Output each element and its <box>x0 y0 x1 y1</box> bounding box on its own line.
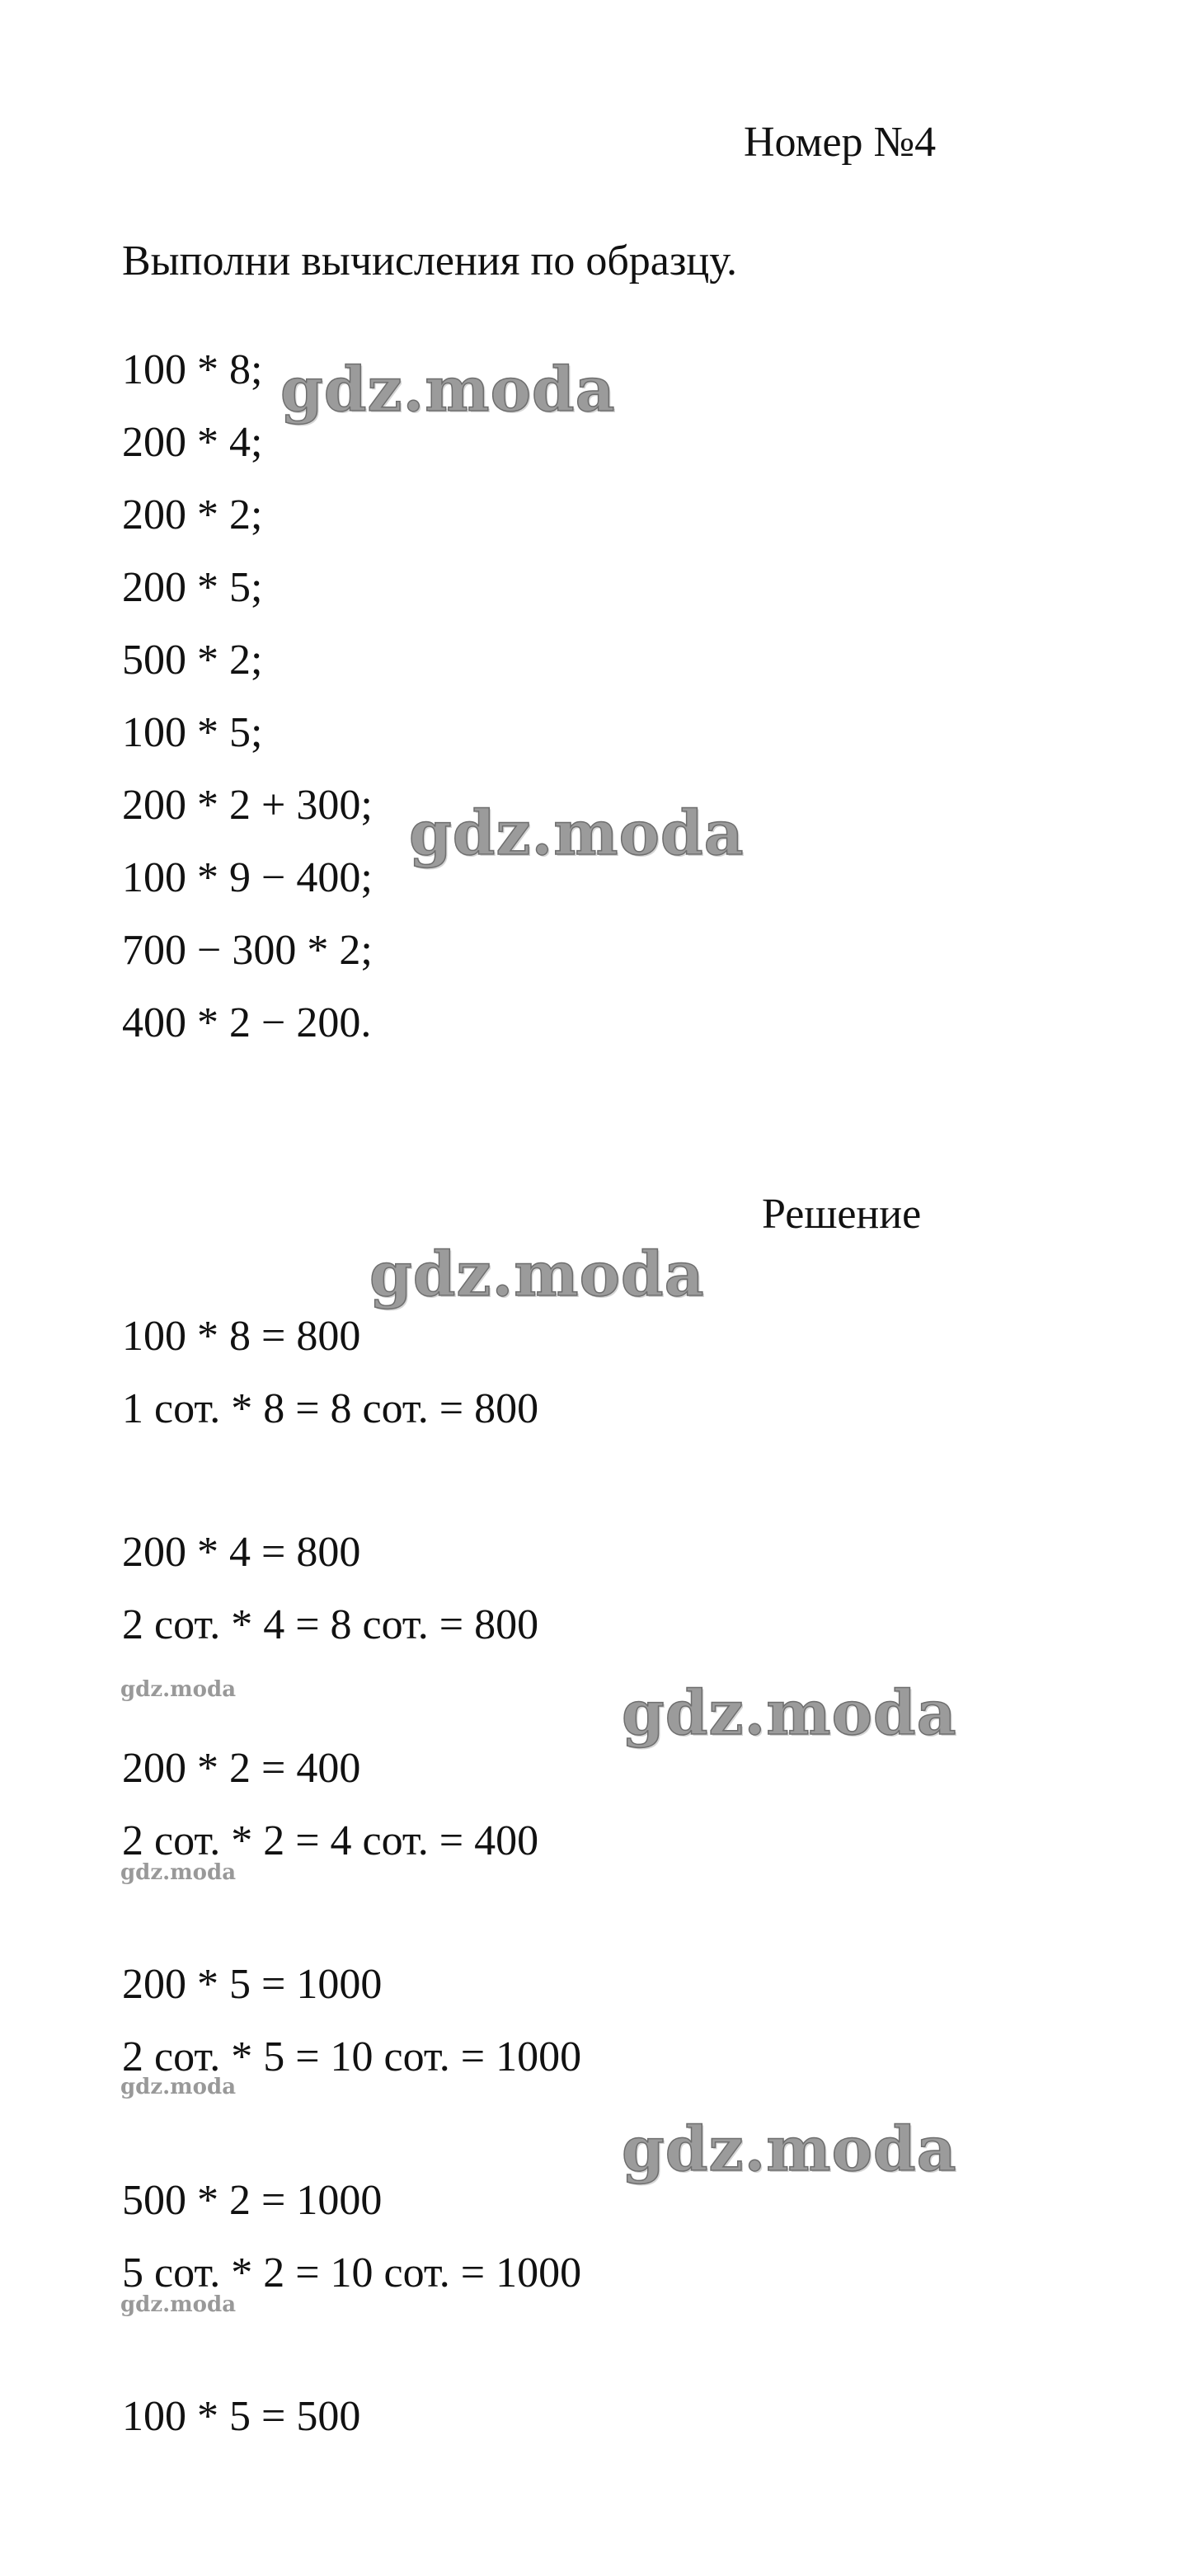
exercise-item: 200 * 5; <box>122 564 263 611</box>
solution-line: 500 * 2 = 1000 <box>122 2177 383 2224</box>
exercise-item: 200 * 4; <box>122 419 263 466</box>
watermark-small: gdz.moda <box>120 1860 237 1885</box>
solution-line: 5 сот. * 2 = 10 сот. = 1000 <box>122 2249 582 2296</box>
exercise-item: 500 * 2; <box>122 637 263 684</box>
solution-line: 100 * 5 = 500 <box>122 2393 361 2440</box>
solution-line: 1 сот. * 8 = 8 сот. = 800 <box>122 1385 539 1432</box>
solution-line: 200 * 5 = 1000 <box>122 1961 383 2008</box>
watermark-large: gdz.moda <box>409 798 745 869</box>
watermark-small: gdz.moda <box>120 2292 237 2317</box>
task-number: Номер №4 <box>744 119 937 166</box>
solution-line: 200 * 4 = 800 <box>122 1529 361 1576</box>
exercise-item: 100 * 9 − 400; <box>122 854 373 901</box>
solution-line: 100 * 8 = 800 <box>122 1313 361 1360</box>
solution-line: 2 сот. * 5 = 10 сот. = 1000 <box>122 2033 582 2080</box>
watermark-large: gdz.moda <box>369 1239 705 1310</box>
watermark-large: gdz.moda <box>622 2114 957 2185</box>
exercise-item: 100 * 5; <box>122 709 263 756</box>
solution-line: 2 сот. * 2 = 4 сот. = 400 <box>122 1817 539 1864</box>
exercise-item: 400 * 2 − 200. <box>122 999 372 1046</box>
watermark-small: gdz.moda <box>120 2075 237 2099</box>
task-instruction: Выполни вычисления по образцу. <box>122 237 738 284</box>
exercise-item: 700 − 300 * 2; <box>122 927 373 974</box>
watermark-large: gdz.moda <box>622 1678 957 1749</box>
watermark-large: gdz.moda <box>280 355 616 425</box>
solution-title: Решение <box>762 1191 922 1238</box>
exercise-item: 200 * 2; <box>122 491 263 538</box>
solution-line: 2 сот. * 4 = 8 сот. = 800 <box>122 1601 539 1648</box>
exercise-item: 100 * 8; <box>122 346 263 393</box>
watermark-small: gdz.moda <box>120 1677 237 1702</box>
exercise-item: 200 * 2 + 300; <box>122 782 373 829</box>
solution-line: 200 * 2 = 400 <box>122 1745 361 1792</box>
